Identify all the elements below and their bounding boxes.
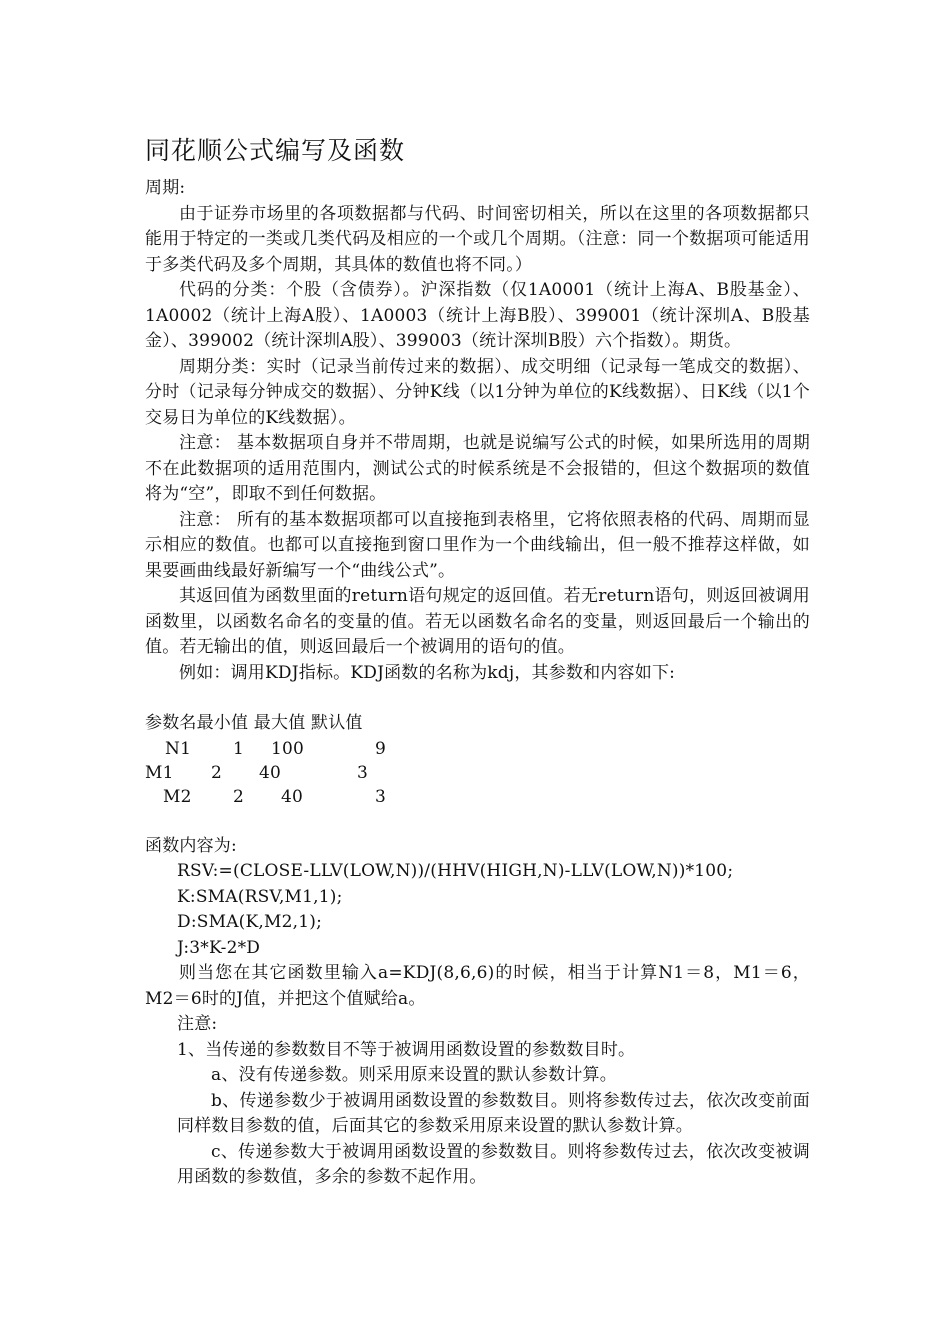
paragraph-call-example: 则当您在其它函数里输入a=KDJ(8,6,6)的时候，相当于计算N1＝8，M1＝6，M2＝6时的J值，并把这个值赋给a。 bbox=[145, 963, 810, 1009]
param-row-m1 bbox=[145, 761, 810, 785]
note-sub-item-c: c、传递参数大于被调用函数设置的参数数目。则将参数传过去，依次改变被调用函数的参数值，多余的参数不起作用。 bbox=[177, 1141, 810, 1187]
param-max: 40 bbox=[281, 786, 304, 807]
param-default: 9 bbox=[375, 738, 387, 759]
function-heading: 函数内容为: bbox=[145, 835, 237, 856]
param-max: 40 bbox=[259, 762, 282, 783]
code-line-rsv: RSV:=(CLOSE-LLV(LOW,N))/(HHV(HIGH,N)-LLV(LOW,N))*100; bbox=[177, 861, 734, 881]
param-default: 3 bbox=[357, 762, 369, 783]
period-heading: 周期: bbox=[145, 178, 186, 198]
paragraph-period-classes: 周期分类：实时（记录当前传过来的数据）、成交明细（记录每一笔成交的数据）、分时（记录每分钟成交的数据）、分钟K线（以1分钟为单位的K线数据）、日K线（以1个交易日为单位的K线数据）。 bbox=[145, 356, 810, 428]
note-heading: 注意: bbox=[177, 1014, 218, 1034]
param-name: M1 bbox=[145, 762, 174, 783]
param-min: 2 bbox=[211, 762, 223, 783]
spacer bbox=[145, 686, 810, 711]
param-name: M2 bbox=[163, 786, 192, 807]
document-page bbox=[145, 128, 810, 1191]
param-min: 2 bbox=[233, 786, 245, 807]
paragraph-note-2: 注意： 所有的基本数据项都可以直接拖到表格里，它将依照表格的代码、周期而显示相应的数值。也都可以直接拖到窗口里作为一个曲线输出，但一般不推荐这样做，如果要画曲线最好新编写一个“曲线公式”。 bbox=[145, 509, 810, 581]
paragraph-code-classes: 代码的分类：个股（含债券）。沪深指数（仅1A0001（统计上海A、B股基金）、1A0002（统计上海A股）、1A0003（统计上海B股）、399001（统计深圳A、B股基金）、399002（统计深圳A股）、399003（统计深圳B股）六个指数）。期货。 bbox=[145, 280, 810, 351]
paragraph-note-1: 注意： 基本数据项自身并不带周期，也就是说编写公式的时候，如果所选用的周期不在此数据项的适用范围内，测试公式的时候系统是不会报错的，但这个数据项的数值将为“空”，即取不到任何数据。 bbox=[145, 433, 810, 504]
param-default: 3 bbox=[375, 786, 387, 807]
page-title: 同花顺公式编写及函数 bbox=[145, 136, 406, 165]
param-name: N1 bbox=[165, 738, 192, 759]
paragraph-example: 例如：调用KDJ指标。KDJ函数的名称为kdj，其参数和内容如下: bbox=[179, 662, 676, 683]
code-line-j: J:3*K-2*D bbox=[177, 937, 261, 958]
code-line-d: D:SMA(K,M2,1); bbox=[177, 912, 323, 932]
code-line-k: K:SMA(RSV,M1,1); bbox=[177, 886, 343, 907]
param-row-n1 bbox=[145, 737, 810, 761]
note-sub-item-a: a、没有传递参数。则采用原来设置的默认参数计算。 bbox=[211, 1065, 617, 1085]
note-sub-item-b: b、传递参数少于被调用函数设置的参数数目。则将参数传过去，依次改变前面同样数目参数的值，后面其它的参数采用原来设置的默认参数计算。 bbox=[177, 1090, 810, 1136]
spacer bbox=[145, 809, 810, 834]
param-table-header: 参数名最小值 最大值 默认值 bbox=[145, 713, 363, 733]
paragraph-return-value: 其返回值为函数里面的return语句规定的返回值。若无return语句，则返回被调用函数里，以函数名命名的变量的值。若无以函数名命名的变量，则返回最后一个输出的值。若无输出的值，则返回最后一个被调用的语句的值。 bbox=[145, 586, 810, 657]
param-min: 1 bbox=[233, 738, 245, 759]
param-max: 100 bbox=[271, 738, 305, 759]
note-item-1: 1、当传递的参数数目不等于被调用函数设置的参数数目时。 bbox=[177, 1039, 636, 1060]
paragraph-intro: 由于证券市场里的各项数据都与代码、时间密切相关，所以在这里的各项数据都只能用于特定的一类或几类代码及相应的一个或几个周期。（注意：同一个数据项可能适用于多类代码及多个周期，其具体的数值也将不同。） bbox=[145, 203, 810, 275]
param-row-m2 bbox=[145, 785, 810, 809]
